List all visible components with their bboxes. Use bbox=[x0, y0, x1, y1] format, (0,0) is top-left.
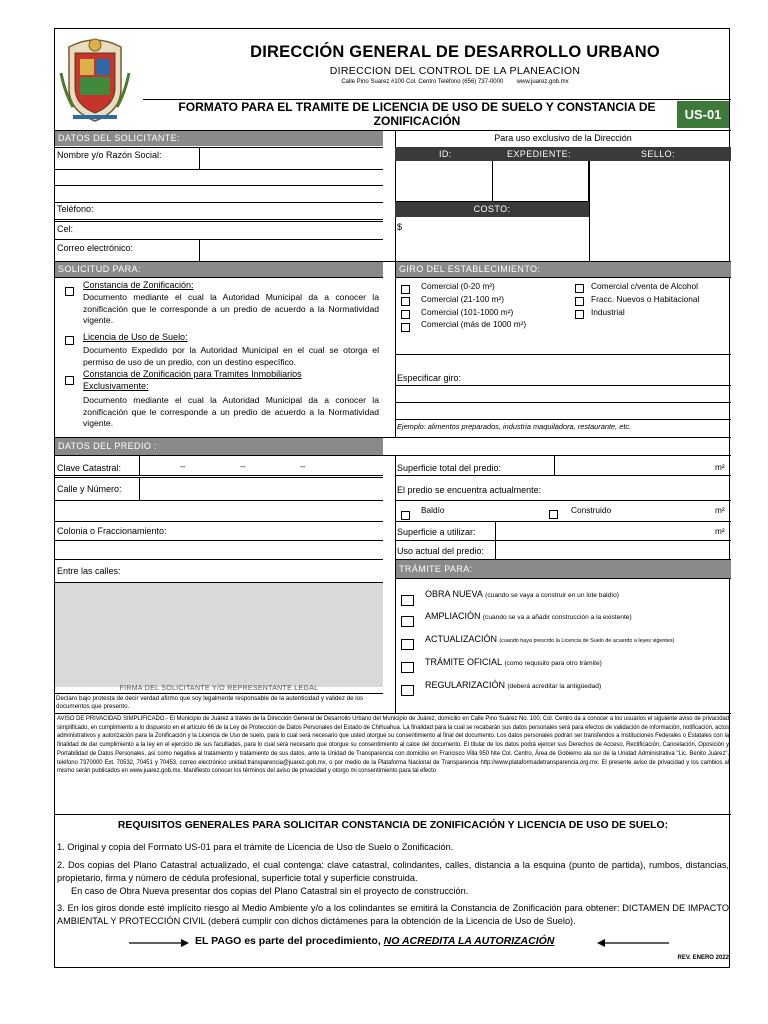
checkbox-comercial-mas-1000[interactable] bbox=[401, 323, 410, 332]
checkbox-regularizacion[interactable] bbox=[401, 685, 414, 696]
direccion-header-bar bbox=[395, 147, 731, 161]
correo-field[interactable] bbox=[199, 240, 383, 261]
website-text: www.juarez.gob.mx bbox=[516, 79, 569, 85]
especificar-giro-field[interactable] bbox=[475, 369, 731, 385]
expediente-field[interactable] bbox=[493, 161, 589, 201]
ampliacion-name: AMPLIACIÓN bbox=[425, 611, 481, 621]
section-tramite-header: TRÁMITE PARA: bbox=[396, 560, 731, 578]
telefono-field[interactable] bbox=[105, 203, 383, 219]
licencia-uso-suelo-desc: Documento Expedido por la Autoridad Municipal en el cual se otorga el permiso de uso de un predio, con un destino específico. bbox=[83, 345, 379, 367]
sello-label: SELLO: bbox=[641, 149, 675, 159]
superficie-total-field[interactable] bbox=[555, 456, 731, 475]
direccion-box-title: Para uso exclusivo de la Dirección bbox=[494, 133, 632, 143]
entre-calles-field[interactable] bbox=[131, 560, 383, 582]
checkbox-constancia-inmobiliarios[interactable] bbox=[65, 376, 74, 385]
regularizacion-note: (deberá acreditar la antigüedad) bbox=[507, 683, 602, 690]
superficie-total-label: Superficie total del predio: bbox=[397, 463, 502, 473]
checkbox-comercial-21-100[interactable] bbox=[401, 297, 410, 306]
checkbox-obra-nueva[interactable] bbox=[401, 595, 414, 606]
id-field[interactable] bbox=[395, 161, 493, 201]
giro-industrial: Industrial bbox=[591, 307, 625, 317]
sello-field[interactable] bbox=[589, 161, 731, 261]
nombre-field[interactable] bbox=[199, 147, 383, 169]
superficie-utilizar-field[interactable] bbox=[496, 522, 731, 540]
requisito-3: 3. En los giros donde esté implícito riesgo al Medio Ambiente y/o a los colindantes se emitirá la Constancia de Zonificación para obtener: DICTAMEN DE IMPACTO AMBIENTAL Y PROTECCIÓN CIVIL (deberá cumplir con dichos dictámenes para la obtención de la Licencia de Uso de Suelo). bbox=[57, 903, 729, 926]
section-solicitud-header: SOLICITUD PARA: bbox=[55, 262, 383, 277]
arrow-left-icon bbox=[597, 938, 669, 948]
checkbox-comercial-0-20[interactable] bbox=[401, 285, 410, 294]
tramite-ampliacion bbox=[425, 611, 632, 621]
requisito-2b: En caso de Obra Nueva presentar dos copias del Plano Catastral sin el proyecto de construcción. bbox=[71, 886, 469, 896]
form-code-badge: US-01 bbox=[677, 101, 729, 128]
tramite-oficial-note: (como requisito para otro trámite) bbox=[504, 660, 602, 667]
checkbox-ampliacion[interactable] bbox=[401, 616, 414, 627]
arrow-right-icon bbox=[129, 938, 189, 948]
constancia-zonificacion-desc: Documento mediante el cual la Autoridad Municipal da a conocer la zonificación que le corresponde a un predio de acuerdo a la Normatividad vigente. bbox=[83, 292, 379, 326]
requisito-2: 2. Dos copias del Plano Catastral actualizado, el cual contenga: clave catastral, colindantes, calles, distancia a la esquina (punto de partida), rumbos, distancias, propietario, firma y número de cédula profesional, superficie total y superficie construida. bbox=[57, 860, 729, 883]
colonia-label: Colonia o Fraccionamiento: bbox=[57, 526, 167, 536]
firma-area[interactable] bbox=[55, 583, 383, 687]
checkbox-baldio[interactable] bbox=[401, 511, 410, 520]
pago-text bbox=[195, 935, 554, 947]
clave-sep-3: -- bbox=[300, 461, 306, 471]
coat-of-arms-logo bbox=[59, 33, 131, 125]
expediente-label: EXPEDIENTE: bbox=[507, 149, 571, 159]
page-subtitle: DIRECCION DEL CONTROL DE LA PLANEACION bbox=[329, 65, 581, 77]
requisito-1: 1. Original y copia del Formato US-01 para el trámite de Licencia de Uso de Suelo o Zonificación. bbox=[57, 842, 454, 852]
superficie-total-unit: m² bbox=[715, 462, 725, 472]
actualizacion-note: (cuando haya prescrito la Licencia de Suelo de acuerdo a leyes vigentes) bbox=[499, 638, 675, 644]
giro-comercial-101-1000: Comercial (101-1000 m²) bbox=[421, 307, 514, 317]
checkbox-tramite-oficial[interactable] bbox=[401, 662, 414, 673]
superficie-utilizar-unit: m² bbox=[715, 526, 725, 536]
construido-label: Construido bbox=[571, 505, 612, 515]
cel-field[interactable] bbox=[85, 222, 383, 239]
colonia-field[interactable] bbox=[179, 522, 383, 540]
tramite-oficial bbox=[425, 657, 602, 667]
section-predio-header: DATOS DEL PREDIO : bbox=[55, 438, 383, 455]
aviso-privacidad-text: AVISO DE PRIVACIDAD SIMPLIFICADO.- El Municipio de Juárez a través de la Dirección General de Desarrollo Urbano del Municipio de Juárez, domicilio en Calle Pino Suárez No. 100, Col. Centro da a conocer a los usuarios el siguiente aviso de privacidad simplificado, en cumplimiento a lo dispuesto en el artículo 66 de la Ley de Protección de Datos Personales del Estado de Chihuahua. La finalidad para la cual se recabarán sus datos personales será para efectos de validación de información, notificación, actos administrativos y autorización para la Zonificación y la Licencia de Uso de suelo, para lo cual será necesario que usted otorgue su consentimiento al final del documento. Los datos personales podrán ser transferidos a Instituciones Federales o Estatales con la finalidad de dar cumplimiento a la ley en el ejercicio de sus facultades, para lo cual será necesario que otorgue su consentimiento al calce del documento. El titular de los datos podrá ejercer sus Derechos de Acceso, Rectificación, Cancelación, Oposición y Portabilidad de Datos Personales, así como negativa al tratamiento y tratamiento de sus datos, ante la Unidad de Transparencia con domicilio en Francisco Villa 950 Nte Col. Centro, Área de Gobierno ala sur de la Unidad Administrativa "Lic. Benito Juárez", teléfono 7370000 Ext. 70532, 70451 y 70453, correo electrónico unidad.transparencia@juarez.gob.mx, o por medio de la Plataforma Nacional de Transparencia http://www.plataformadetransparencia.org.mx. El presente aviso de privacidad y los cambios al mismo serán publicados en www.juarez.gob.mx. Manifiesto conocer los términos del aviso de privacidad y otorgo mi consentimiento para tal efecto bbox=[57, 716, 729, 775]
obra-nueva-name: OBRA NUEVA bbox=[425, 589, 483, 599]
clave-sep-1: -- bbox=[180, 461, 186, 471]
giro-comercial-0-20: Comercial (0-20 m²) bbox=[421, 281, 495, 291]
tramite-oficial-name: TRÁMITE OFICIAL bbox=[425, 657, 503, 667]
pago-text-a: EL PAGO es parte del procedimiento, bbox=[195, 935, 381, 947]
calle-numero-field[interactable] bbox=[140, 478, 383, 500]
cel-label: Cel: bbox=[57, 224, 74, 234]
clave-sep-2: -- bbox=[240, 461, 246, 471]
construido-unit: m² bbox=[715, 505, 725, 515]
uso-actual-label: Uso actual del predio: bbox=[397, 546, 485, 556]
obra-nueva-note: (cuando se vaya a construir en un lote baldío) bbox=[485, 592, 619, 599]
protesta-text: Declaro bajo protesta de decir verdad afirmo que soy legalmente responsable de la autenticidad y validez de los documentos que presento. bbox=[56, 695, 364, 710]
giro-comercial-alcohol: Comercial c/venta de Alcohol bbox=[591, 281, 698, 291]
nombre-label: Nombre y/o Razón Social: bbox=[57, 150, 162, 160]
revision-text: REV. ENERO 2022 bbox=[677, 955, 729, 961]
calle-numero-line2[interactable] bbox=[55, 501, 383, 521]
checkbox-licencia-uso-suelo[interactable] bbox=[65, 336, 74, 345]
tramite-actualizacion bbox=[425, 634, 674, 644]
nombre-field-line3[interactable] bbox=[55, 186, 383, 202]
estado-predio-label: El predio se encuentra actualmente: bbox=[397, 485, 542, 495]
uso-actual-field[interactable] bbox=[496, 541, 731, 559]
clave-catastral-field[interactable] bbox=[140, 456, 383, 475]
firma-label: FIRMA DEL SOLICITANTE Y/O REPRESENTANTE LEGAL bbox=[119, 685, 319, 692]
form-title: FORMATO PARA EL TRAMITE DE LICENCIA DE USO DE SUELO Y CONSTANCIA DE ZONIFICACIÓN bbox=[178, 100, 656, 128]
form-sheet bbox=[54, 28, 730, 968]
costo-header: COSTO: bbox=[395, 202, 589, 217]
giro-fracc-habitacional: Fracc. Nuevos o Habitacional bbox=[591, 294, 700, 304]
section-giro-header: GIRO DEL ESTABLECIMIENTO: bbox=[396, 262, 731, 277]
tramite-regularizacion bbox=[425, 680, 601, 690]
costo-field[interactable] bbox=[407, 218, 589, 261]
address-text: Calle Pino Suarez #100 Col. Centro Teléfono (656) 737-0000 bbox=[341, 79, 504, 85]
checkbox-comercial-alcohol[interactable] bbox=[575, 284, 584, 293]
superficie-utilizar-label: Superficie a utilizar: bbox=[397, 527, 476, 537]
licencia-uso-suelo-title: Licencia de Uso de Suelo: bbox=[83, 332, 188, 342]
header-address bbox=[205, 79, 705, 85]
checkbox-actualizacion[interactable] bbox=[401, 639, 414, 650]
checkbox-industrial[interactable] bbox=[575, 310, 584, 319]
id-label: ID: bbox=[439, 149, 452, 159]
giro-comercial-mas-1000: Comercial (más de 1000 m²) bbox=[421, 319, 527, 329]
colonia-line2[interactable] bbox=[55, 541, 383, 559]
section-solicitante-header: DATOS DEL SOLICITANTE: bbox=[55, 131, 383, 146]
regularizacion-name: REGULARIZACIÓN bbox=[425, 680, 506, 690]
especificar-giro-label: Especificar giro: bbox=[397, 373, 462, 383]
checkbox-comercial-101-1000[interactable] bbox=[401, 310, 410, 319]
nombre-field-line2[interactable] bbox=[55, 170, 383, 185]
constancia-zonificacion-title: Constancia de Zonificación: bbox=[83, 280, 194, 290]
entre-calles-label: Entre las calles: bbox=[57, 566, 121, 576]
page-title: DIRECCIÓN GENERAL DE DESARROLLO URBANO bbox=[250, 43, 660, 61]
giro-ejemplo-text: Ejemplo: alimentos preparados, industria maquiladora, restaurante, etc. bbox=[397, 422, 632, 431]
checkbox-constancia-zonificacion[interactable] bbox=[65, 287, 74, 296]
calle-numero-label: Calle y Número: bbox=[57, 484, 122, 494]
checkbox-construido[interactable] bbox=[549, 510, 558, 519]
requisitos-title: REQUISITOS GENERALES PARA SOLICITAR CONSTANCIA DE ZONIFICACIÓN Y LICENCIA DE USO DE SUELO: bbox=[117, 820, 669, 831]
tramite-obra-nueva bbox=[425, 589, 619, 599]
checkbox-fracc-habitacional[interactable] bbox=[575, 297, 584, 306]
ampliacion-note: (cuando se va a añadir construcción a la existente) bbox=[482, 614, 632, 621]
pago-text-b: NO ACREDITA LA AUTORIZACIÓN bbox=[383, 935, 555, 947]
baldio-label: Baldío bbox=[421, 505, 445, 515]
actualizacion-name: ACTUALIZACIÓN bbox=[425, 634, 498, 644]
especificar-giro-line3[interactable] bbox=[395, 403, 731, 419]
clave-catastral-label: Clave Catastral: bbox=[57, 463, 122, 473]
constancia-inmobiliarios-desc: Documento mediante el cual la Autoridad Municipal da a conocer la zonificación que le corresponde a un predio de acuerdo a la Normatividad vigente. bbox=[83, 395, 379, 429]
correo-label: Correo electrónico: bbox=[57, 243, 134, 253]
constancia-inmobiliarios-title: Constancia de Zonificación para Tramites Inmobiliarios Exclusivamente: bbox=[83, 369, 302, 391]
giro-comercial-21-100: Comercial (21-100 m²) bbox=[421, 294, 504, 304]
especificar-giro-line2[interactable] bbox=[395, 386, 731, 402]
costo-currency: $ bbox=[397, 222, 403, 232]
telefono-label: Teléfono: bbox=[57, 204, 94, 214]
